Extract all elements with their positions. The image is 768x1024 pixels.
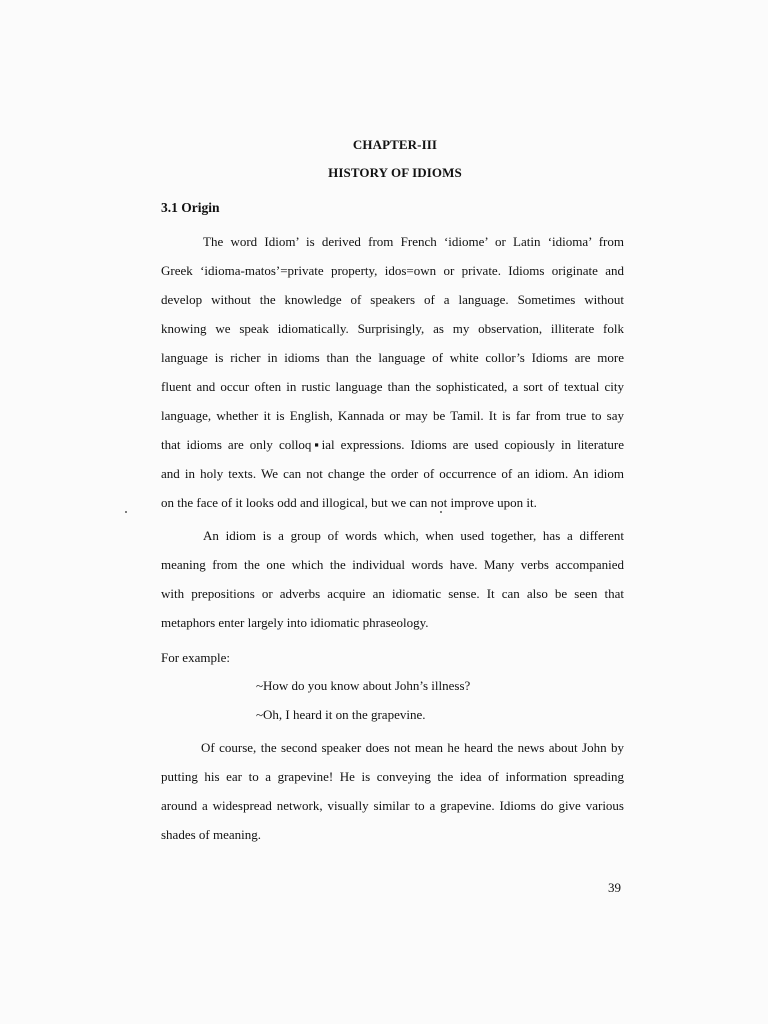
paragraph-line: that idioms are only colloq▪ial expressions. Idioms are used copiously in literature xyxy=(161,437,624,452)
paragraph-line: knowing we speak idiomatically. Surprisingly, as my observation, illiterate folk xyxy=(161,321,624,336)
paragraph-line: meaning from the one which the individual words have. Many verbs accompanied xyxy=(161,557,624,572)
page-number: 39 xyxy=(608,880,621,895)
example-answer: ~Oh, I heard it on the grapevine. xyxy=(256,707,426,722)
paragraph-line: on the face of it looks odd and illogical, but we can not improve upon it. xyxy=(161,495,537,510)
scan-speck xyxy=(125,511,127,513)
paragraph-line: develop without the knowledge of speakers of a language. Sometimes without xyxy=(161,292,624,307)
section-title: 3.1 Origin xyxy=(161,200,220,215)
paragraph-line: language is richer in idioms than the language of white collor’s Idioms are more xyxy=(161,350,624,365)
example-question: ~How do you know about John’s illness? xyxy=(256,678,471,693)
example-intro-text: For example: xyxy=(161,650,230,665)
paragraph-line: An idiom is a group of words which, when used together, has a different xyxy=(203,528,624,543)
paragraph-line: around a widespread network, visually similar to a grapevine. Idioms do give various xyxy=(161,798,624,813)
paragraph-line: Of course, the second speaker does not mean he heard the news about John by xyxy=(201,740,624,755)
paragraph-origin xyxy=(161,227,624,517)
paragraph-line: Greek ‘idioma-matos’=private property, idos=own or private. Idioms originate and xyxy=(161,263,624,278)
paragraph-line: and in holy texts. We can not change the order of occurrence of an idiom. An idiom xyxy=(161,466,624,481)
paragraph-line: fluent and occur often in rustic language than the sophisticated, a sort of textual city xyxy=(161,379,624,394)
example-intro xyxy=(161,643,624,672)
paragraph-line: language, whether it is English, Kannada or may be Tamil. It is far from true to say xyxy=(161,408,624,423)
paragraph-explanation xyxy=(161,733,624,849)
paragraph-line: with prepositions or adverbs acquire an idiomatic sense. It can also be seen that xyxy=(161,586,624,601)
scan-speck xyxy=(440,511,442,513)
paragraph-line: The word Idiom’ is derived from French ‘idiome’ or Latin ‘idioma’ from xyxy=(203,234,624,249)
paragraph-line: metaphors enter largely into idiomatic phraseology. xyxy=(161,615,429,630)
paragraph-line: shades of meaning. xyxy=(161,827,262,842)
paragraph-definition xyxy=(161,521,624,637)
paragraph-line: putting his ear to a grapevine! He is conveying the idea of information spreading xyxy=(161,769,624,784)
chapter-heading: CHAPTER-III xyxy=(352,137,438,152)
chapter-title: HISTORY OF IDIOMS xyxy=(328,165,462,180)
